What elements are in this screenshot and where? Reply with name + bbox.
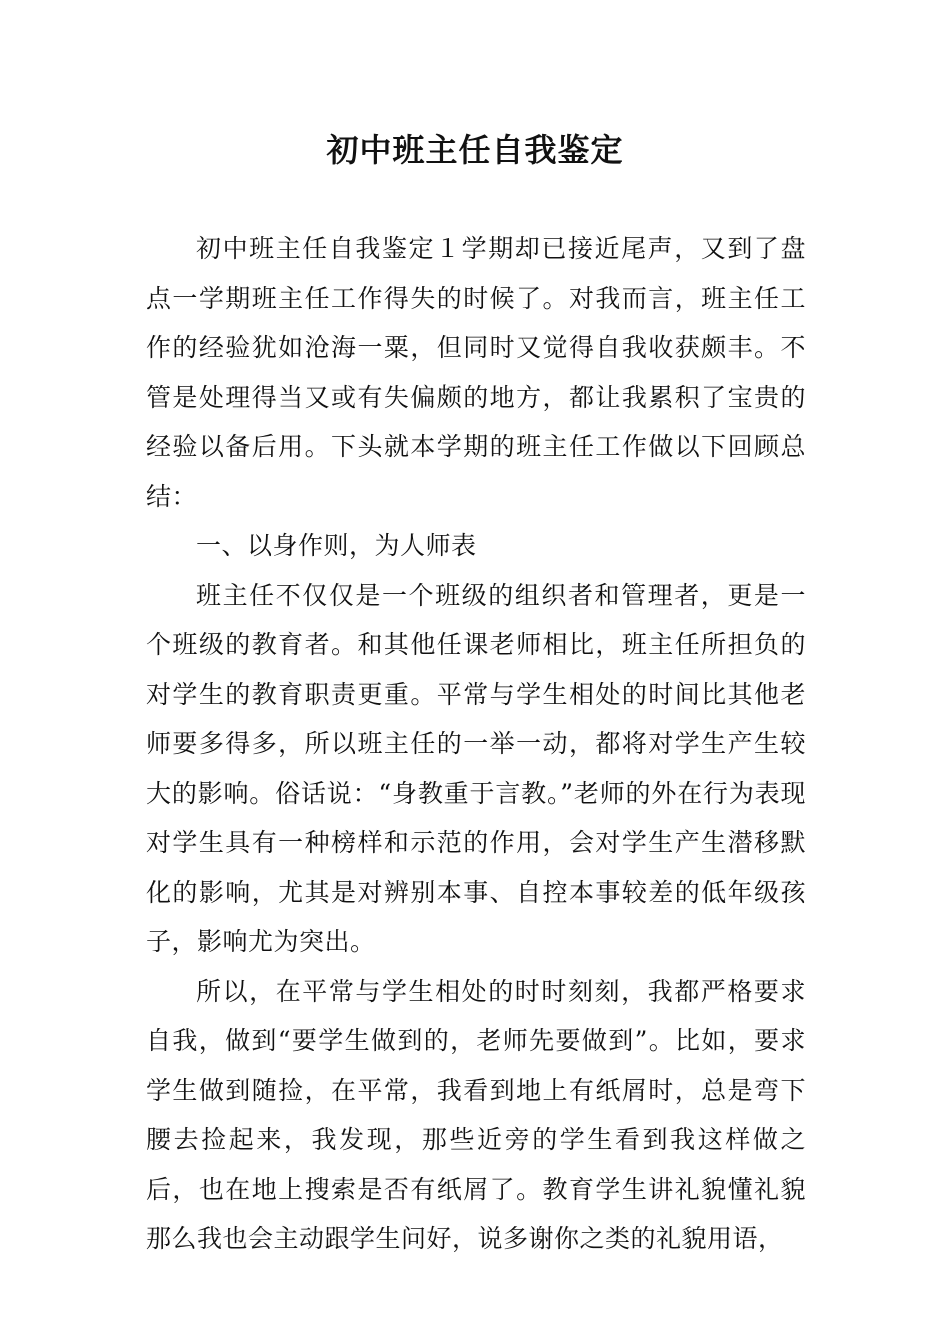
section-heading-1: 一、以身作则，为人师表 xyxy=(196,531,477,560)
paragraph-intro: 初中班主任自我鉴定１学期却已接近尾声，又到了盘点一学期班主任工作得失的时候了。对我而言，班主任工作的经验犹如沧海一粟，但同时又觉得自我收获颇丰。不管是处理得当又或有失偏颇的地方，都让我累积了宝贵的经验以备后用。下头就本学期的班主任工作做以下回顾总结： xyxy=(146,234,806,511)
paragraph-example: 所以，在平常与学生相处的时时刻刻，我都严格要求自我，做到“要学生做到的，老师先要做到”。比如，要求学生做到随捡，在平常，我看到地上有纸屑时，总是弯下腰去捡起来，我发现，那些近旁的学生看到我这样做之后，也在地上搜索是否有纸屑了。教育学生讲礼貌懂礼貌那么我也会主动跟学生问好，说多谢你之类的礼貌用语， xyxy=(146,976,806,1253)
document-title: 初中班主任自我鉴定 xyxy=(326,131,624,169)
document-body xyxy=(146,224,806,1264)
paragraph-role: 班主任不仅仅是一个班级的组织者和管理者，更是一个班级的教育者。和其他任课老师相比，班主任所担负的对学生的教育职责更重。平常与学生相处的时间比其他老师要多得多，所以班主任的一举一动，都将对学生产生较大的影响。俗话说：“身教重于言教。”老师的外在行为表现对学生具有一种榜样和示范的作用，会对学生产生潜移默化的影响，尤其是对辨别本事、自控本事较差的低年级孩子，影响尤为突出。 xyxy=(146,580,806,956)
